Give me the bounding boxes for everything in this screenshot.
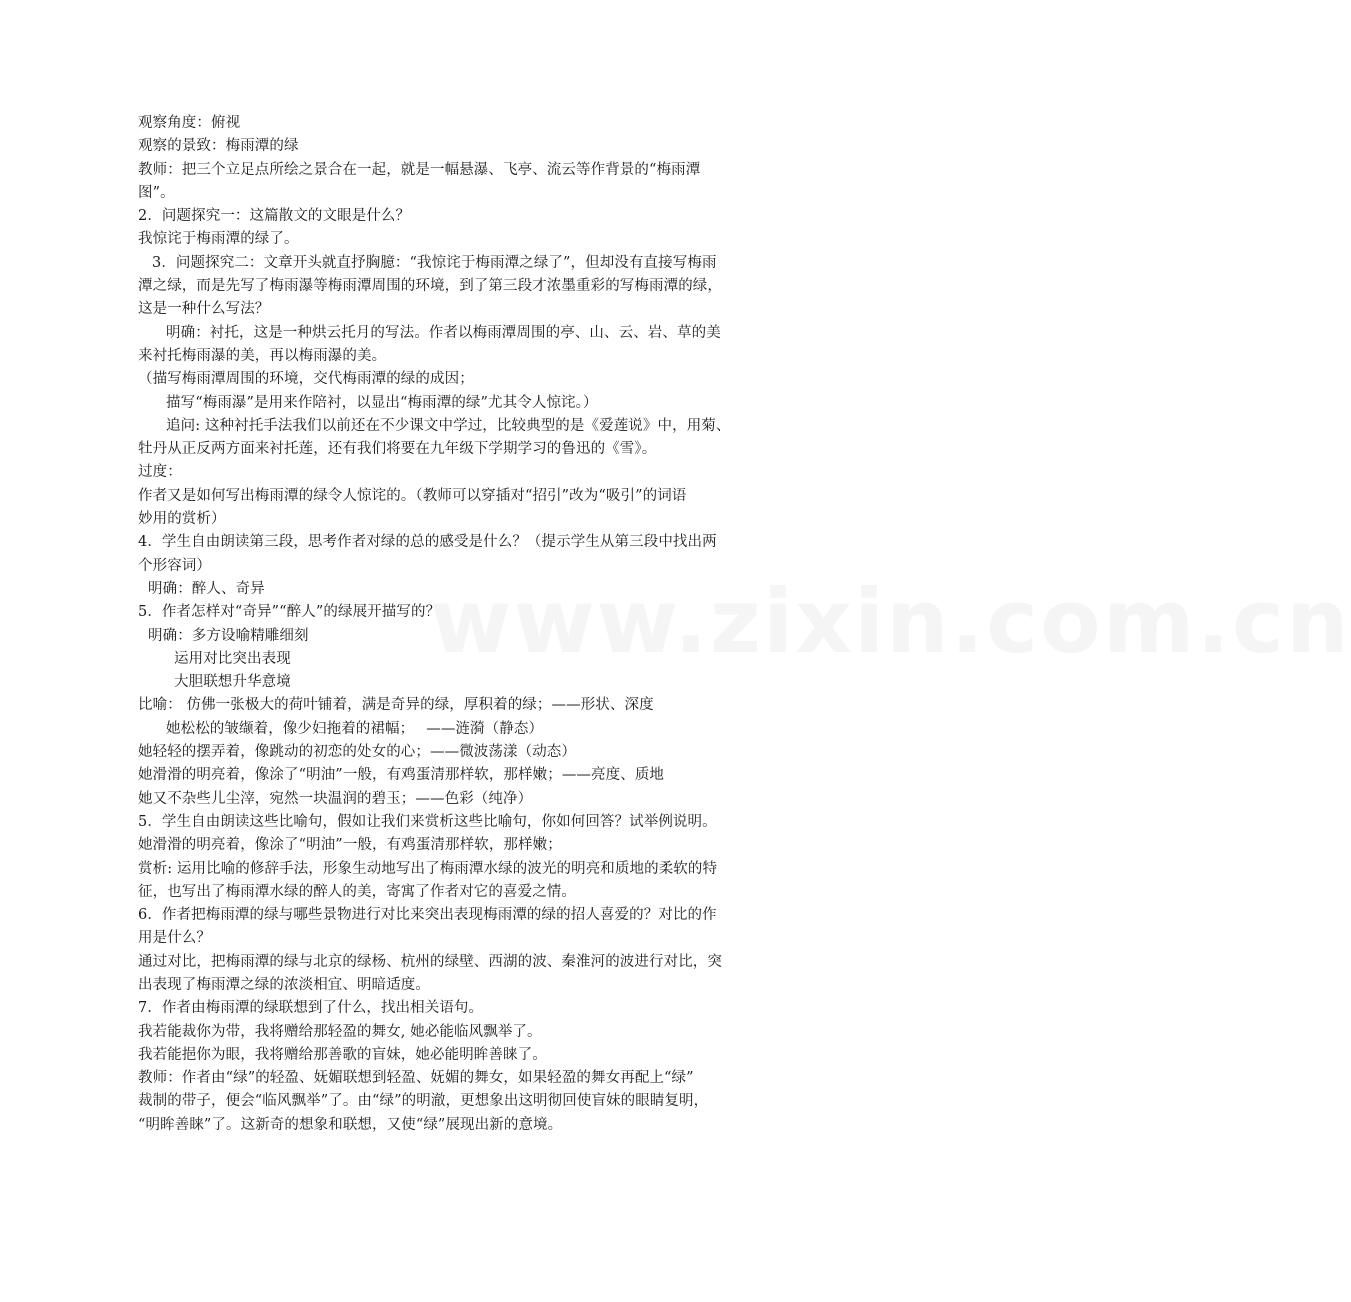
text-line: 出表现了梅雨潭之绿的浓淡相宜、明暗适度。 <box>138 976 430 993</box>
text-line: 5．作者怎样对“奇异”“醉人”的绿展开描写的？ <box>138 604 441 621</box>
text-line: 作者又是如何写出梅雨潭的绿令人惊诧的。（教师可以穿插对“招引”改为“吸引”的词语 <box>138 487 687 504</box>
text-line: 来衬托梅雨瀑的美，再以梅雨瀑的美。 <box>138 347 387 364</box>
text-line: 她滑滑的明亮着，像涂了“明油”一般，有鸡蛋清那样软，那样嫩； <box>138 837 562 854</box>
text-line: 大胆联想升华意境 <box>174 674 291 691</box>
text-line: 牡丹从正反两方面来衬托莲，还有我们将要在九年级下学期学习的鲁迅的《雪》。 <box>138 441 657 458</box>
text-line: 明确：醉人、奇异 <box>148 580 265 597</box>
text-line: 7．作者由梅雨潭的绿联想到了什么，找出相关语句。 <box>138 1000 484 1017</box>
text-line: 我若能挹你为眼，我将赠给那善歌的盲妹，她必能明眸善睐了。 <box>138 1046 547 1063</box>
text-line: 妙用的赏析） <box>138 511 226 528</box>
text-line: 通过对比，把梅雨潭的绿与北京的绿杨、杭州的绿壁、西湖的波、秦淮河的波进行对比，突 <box>138 953 722 970</box>
text-line: 运用对比突出表现 <box>174 650 291 667</box>
text-line: 征，也写出了梅雨潭水绿的醉人的美，寄寓了作者对它的喜爱之情。 <box>138 883 576 900</box>
text-line: 观察角度：俯视 <box>138 115 241 131</box>
text-line: 她松松的皱缬着，像少妇拖着的裙幅； ——涟漪（静态） <box>166 720 544 737</box>
text-line: 潭之绿，而是先写了梅雨瀑等梅雨潭周围的环境，到了第三段才浓墨重彩的写梅雨潭的绿， <box>138 278 722 295</box>
text-line: 图”。 <box>138 184 175 201</box>
text-line: 4．学生自由朗读第三段，思考作者对绿的总的感受是什么？（提示学生从第三段中找出两 <box>138 534 717 551</box>
text-line: 用是什么？ <box>138 930 211 947</box>
text-line: 她轻轻的摆弄着，像跳动的初恋的处女的心；——微波荡漾（动态） <box>138 744 576 761</box>
text-line: 明确：衬托，这是一种烘云托月的写法。作者以梅雨潭周围的亭、山、云、岩、草的美 <box>166 324 721 341</box>
text-line: 明确：多方设喻精雕细刻 <box>148 627 309 644</box>
text-line: （描写梅雨潭周围的环境，交代梅雨潭的绿的成因； <box>138 371 474 388</box>
text-line: 教师：作者由“绿”的轻盈、妩媚联想到轻盈、妩媚的舞女，如果轻盈的舞女再配上“绿” <box>138 1070 694 1087</box>
text-line: 观察的景致：梅雨潭的绿 <box>138 138 299 155</box>
text-line: 个形容词） <box>138 557 211 574</box>
text-line: 赏析: 运用比喻的修辞手法，形象生动地写出了梅雨潭水绿的波光的明亮和质地的柔软的特 <box>138 860 718 877</box>
watermark: www.zixin.com.cn <box>430 570 1351 673</box>
text-line: 裁制的带子，便会“临风飘举”了。由“绿”的明澈，更想象出这明彻回使盲妹的眼睛复明， <box>138 1093 709 1110</box>
text-line: 过度： <box>138 464 182 481</box>
text-line: 这是一种什么写法？ <box>138 301 270 318</box>
text-line: 她滑滑的明亮着，像涂了“明油”一般，有鸡蛋清那样软，那样嫩；——亮度、质地 <box>138 767 665 784</box>
text-line: 教师：把三个立足点所绘之景合在一起，就是一幅悬瀑、飞亭、流云等作背景的“梅雨潭 <box>138 161 701 178</box>
text-line: 5．学生自由朗读这些比喻句，假如让我们来赏析这些比喻句，你如何回答？试举例说明。 <box>138 813 717 830</box>
text-line: 比喻： 仿佛一张极大的荷叶铺着，满是奇异的绿，厚积着的绿；——形状、深度 <box>138 697 654 714</box>
text-line: 3．问题探究二：文章开头就直抒胸臆：“我惊诧于梅雨潭之绿了”，但却没有直接写梅雨 <box>152 254 717 271</box>
text-line: 我若能裁你为带，我将赠给那轻盈的舞女, 她必能临风飘举了。 <box>138 1023 542 1040</box>
document-page <box>138 112 784 1137</box>
text-line: “明眸善睐”了。这新奇的想象和联想，又使“绿”展现出新的意境。 <box>138 1116 563 1133</box>
text-line: 描写“梅雨瀑”是用来作陪衬，以显出“梅雨潭的绿”尤其令人惊诧。） <box>166 394 598 411</box>
text-line: 6．作者把梅雨潭的绿与哪些景物进行对比来突出表现梅雨潭的绿的招人喜爱的？对比的作 <box>138 907 717 924</box>
text-line: 我惊诧于梅雨潭的绿了。 <box>138 231 299 248</box>
text-line: 追问: 这种衬托手法我们以前还在不少课文中学过，比较典型的是《爱莲说》中，用菊、 <box>166 417 731 434</box>
text-line: 2．问题探究一：这篇散文的文眼是什么？ <box>138 208 411 225</box>
text-line: 她又不杂些儿尘滓，宛然一块温润的碧玉；——色彩（纯净） <box>138 790 533 807</box>
